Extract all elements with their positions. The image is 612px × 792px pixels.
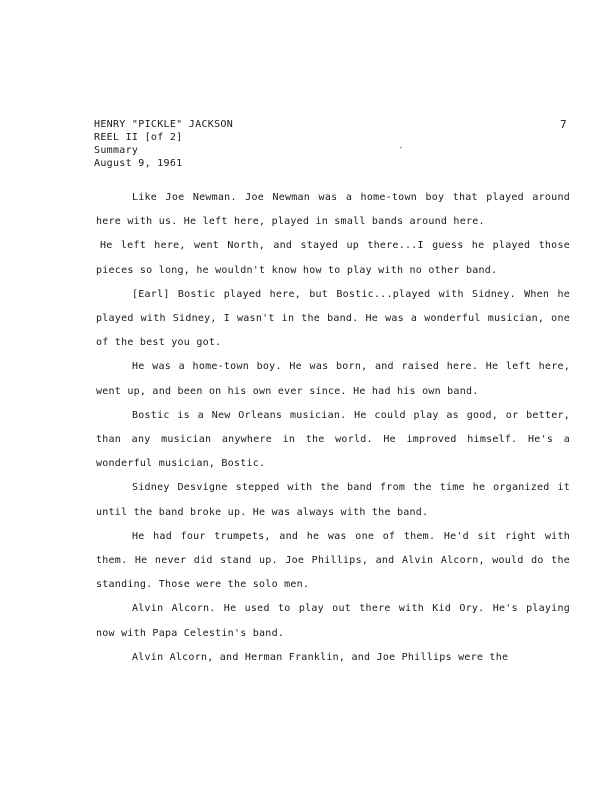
document-type: Summary [94, 145, 139, 156]
paragraph-4: He was a home-town boy. He was born, and raised here. He left here, went up, and been on his own ever since. He had his own band. [96, 361, 570, 397]
interviewee-name: HENRY "PICKLE" JACKSON [94, 119, 234, 130]
interview-date: August 9, 1961 [94, 158, 183, 169]
reel-label: REEL II [of 2] [94, 132, 183, 143]
page-number: 7 [560, 118, 567, 131]
paragraph-1: Like Joe Newman. Joe Newman was a home-town boy that played around here with us. He left here, played in small bands around here. [96, 192, 570, 228]
paragraph-2: He left here, went North, and stayed up there...I guess he played those pieces so long, he wouldn't know how to play with no other band. [96, 240, 570, 276]
paragraph-3: [Earl] Bostic played here, but Bostic...played with Sidney. When he played with Sidney, I wasn't in the band. He was a wonderful musician, one of the best you got. [96, 288, 570, 349]
paragraph-9: Alvin Alcorn, and Herman Franklin, and Joe Phillips were the [132, 651, 509, 663]
paragraph-6: Sidney Desvigne stepped with the band from the time he organized it until the band broke up. He was always with the band. [96, 482, 570, 518]
paragraph-7: He had four trumpets, and he was one of them. He'd sit right with them. He never did stand up. Joe Phillips, and Alvin Alcorn, would do the standing. Those were the solo men. [96, 530, 570, 591]
transcript-body [96, 186, 570, 670]
stray-pen-mark: ˏ [398, 139, 404, 149]
document-header [94, 118, 233, 170]
paragraph-8: Alvin Alcorn. He used to play out there with Kid Ory. He's playing now with Papa Celestin's band. [96, 603, 570, 639]
paragraph-5: Bostic is a New Orleans musician. He could play as good, or better, than any musician anywhere in the world. He improved himself. He's a wonderful musician, Bostic. [96, 409, 570, 470]
